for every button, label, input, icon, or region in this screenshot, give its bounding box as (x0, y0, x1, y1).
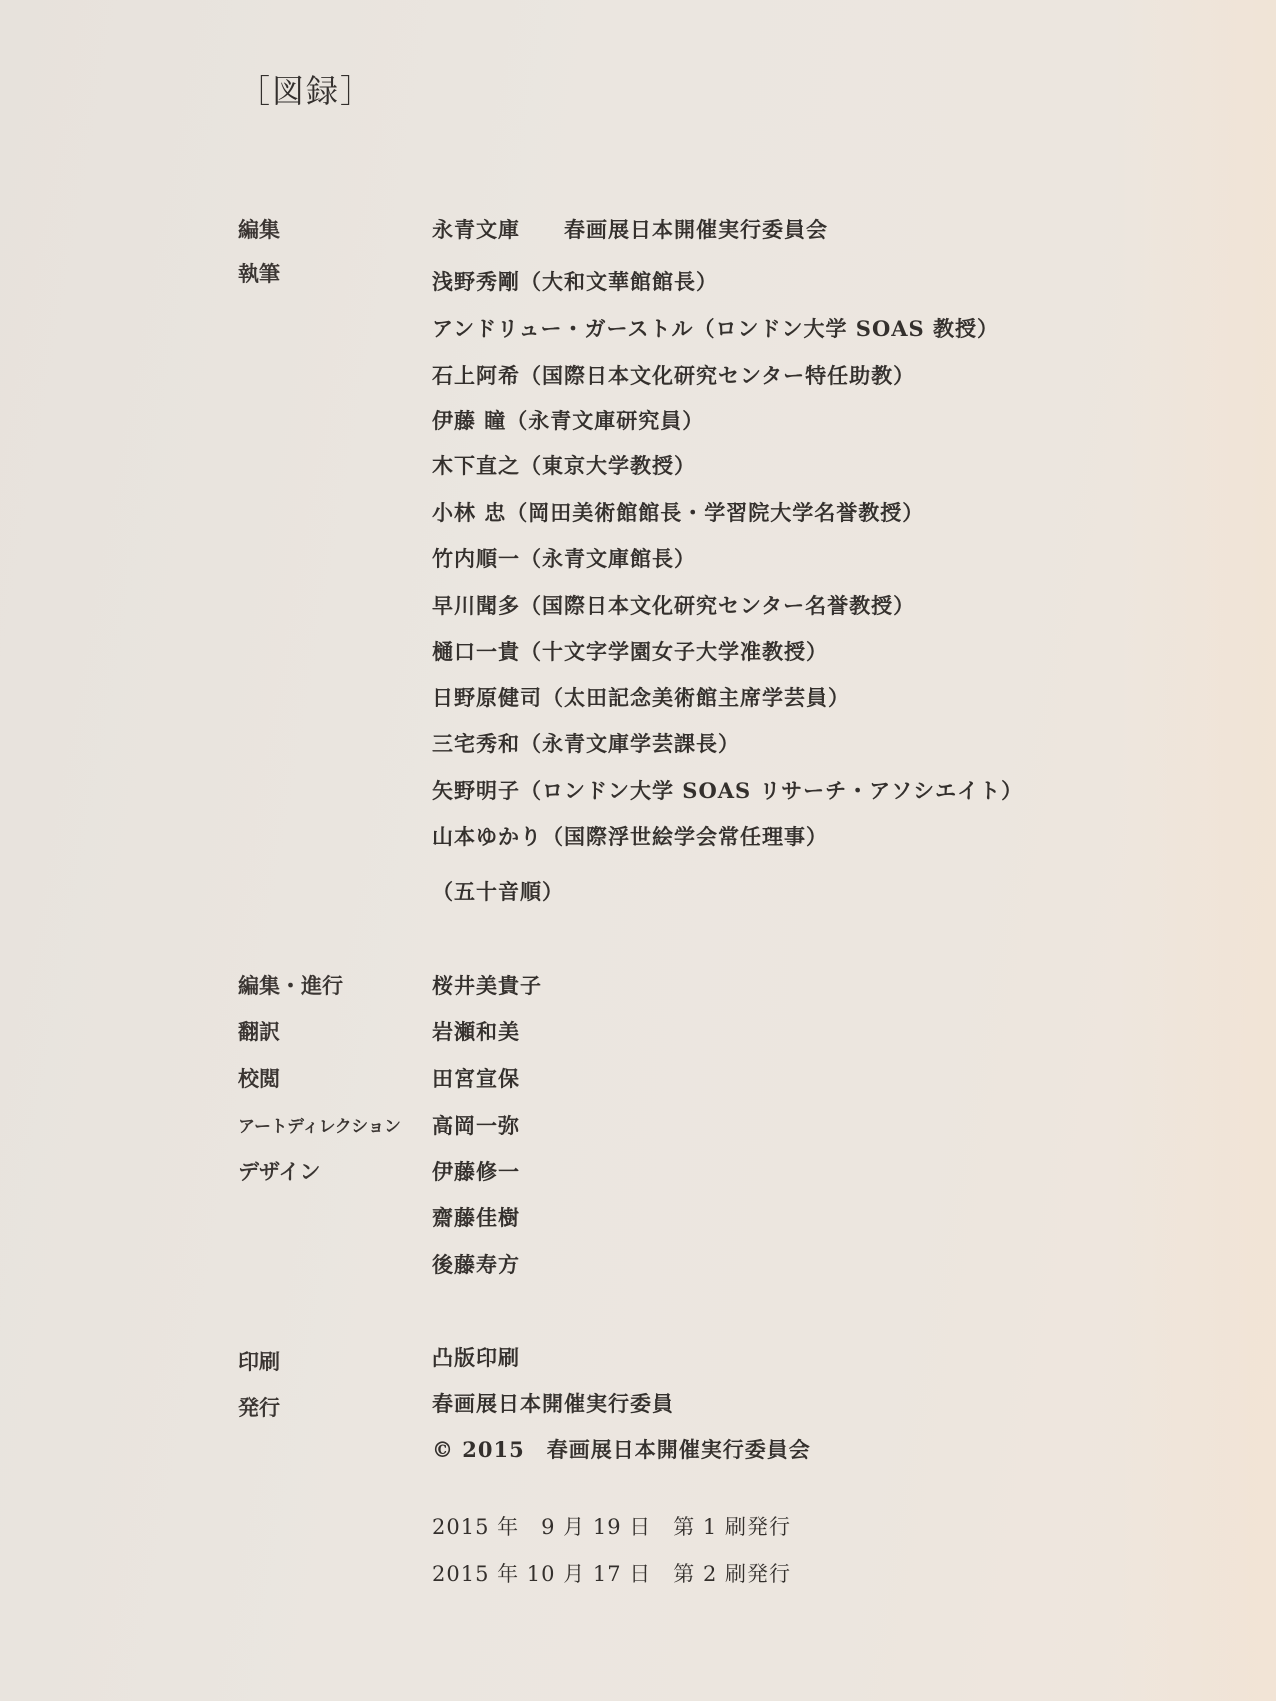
staff-row (0, 1110, 1276, 1142)
editing-value-1: 永青文庫 (432, 217, 520, 242)
writer-item (0, 636, 1276, 668)
page-title: ［図録］ (238, 72, 375, 110)
staff-value: 田宮宣保 (432, 1066, 520, 1091)
staff-label: 編集・進行 (238, 973, 343, 998)
copyright-text: © 2015 春画展日本開催実行委員会 (432, 1437, 811, 1462)
staff-row (0, 1156, 1276, 1188)
writer-item (0, 360, 1276, 392)
writer-item (0, 728, 1276, 760)
writer-name: 樋口一貴（十文字学園女子大学准教授） (432, 639, 828, 664)
writer-name: 小林 忠（岡田美術館館長・学習院大学名誉教授） (432, 500, 925, 525)
staff-value: 桜井美貴子 (432, 973, 542, 998)
writer-item (0, 405, 1276, 437)
printing-row (0, 1342, 1276, 1374)
writer-name: 山本ゆかり（国際浮世絵学会常任理事） (432, 824, 828, 849)
writer-name: 日野原健司（太田記念美術館主席学芸員） (432, 685, 850, 710)
staff-row (0, 1202, 1276, 1234)
writers-note: （五十音順） (432, 879, 564, 904)
writers-label: 執筆 (238, 261, 280, 286)
writer-item (0, 682, 1276, 714)
writer-name: 伊藤 瞳（永青文庫研究員） (432, 408, 705, 433)
writer-name: アンドリュー・ガーストル（ロンドン大学 SOAS 教授） (432, 316, 1000, 341)
publishing-value: 春画展日本開催実行委員 (432, 1391, 674, 1416)
writer-name: 三宅秀和（永青文庫学芸課長） (432, 731, 740, 756)
copyright-row (0, 1434, 1276, 1466)
writer-name: 竹内順一（永青文庫館長） (432, 546, 696, 571)
writer-name: 矢野明子（ロンドン大学 SOAS リサーチ・アソシエイト） (432, 778, 1024, 803)
writer-item (0, 590, 1276, 622)
staff-label: アートディレクション (238, 1117, 401, 1137)
writer-item (0, 543, 1276, 575)
staff-value: 高岡一弥 (432, 1113, 520, 1138)
printing-value: 凸版印刷 (432, 1345, 520, 1370)
staff-value: 後藤寿方 (432, 1252, 520, 1277)
edition-text: 2015 年 9 月 19 日 第 1 刷発行 (432, 1515, 791, 1539)
writer-item (0, 450, 1276, 482)
printing-label: 印刷 (238, 1349, 280, 1374)
staff-label: 翻訳 (238, 1019, 280, 1044)
editing-row (0, 214, 1276, 246)
publishing-row (0, 1388, 1276, 1420)
staff-row (0, 970, 1276, 1002)
writer-item (0, 821, 1276, 853)
publishing-label: 発行 (238, 1395, 280, 1420)
staff-row (0, 1016, 1276, 1048)
staff-value: 伊藤修一 (432, 1159, 520, 1184)
staff-label: 校閲 (238, 1066, 280, 1091)
edition-text: 2015 年 10 月 17 日 第 2 刷発行 (432, 1562, 791, 1586)
writer-name: 浅野秀剛（大和文華館館長） (432, 269, 718, 294)
writer-item (0, 313, 1276, 345)
staff-row (0, 1063, 1276, 1095)
edition-row (0, 1511, 1276, 1543)
editing-value-2: 春画展日本開催実行委員会 (564, 217, 828, 242)
staff-row (0, 1249, 1276, 1281)
editing-label: 編集 (238, 217, 280, 242)
edition-row (0, 1558, 1276, 1590)
writers-note-row (0, 876, 1276, 908)
writer-item (0, 497, 1276, 529)
editing-value (432, 214, 828, 244)
writer-name: 早川聞多（国際日本文化研究センター名誉教授） (432, 593, 916, 618)
staff-label: デザイン (238, 1159, 321, 1184)
writer-item (0, 266, 1276, 298)
writer-item (0, 775, 1276, 807)
writer-name: 木下直之（東京大学教授） (432, 453, 696, 478)
staff-value: 齋藤佳樹 (432, 1205, 520, 1230)
staff-value: 岩瀬和美 (432, 1019, 520, 1044)
writer-name: 石上阿希（国際日本文化研究センター特任助教） (432, 363, 916, 388)
